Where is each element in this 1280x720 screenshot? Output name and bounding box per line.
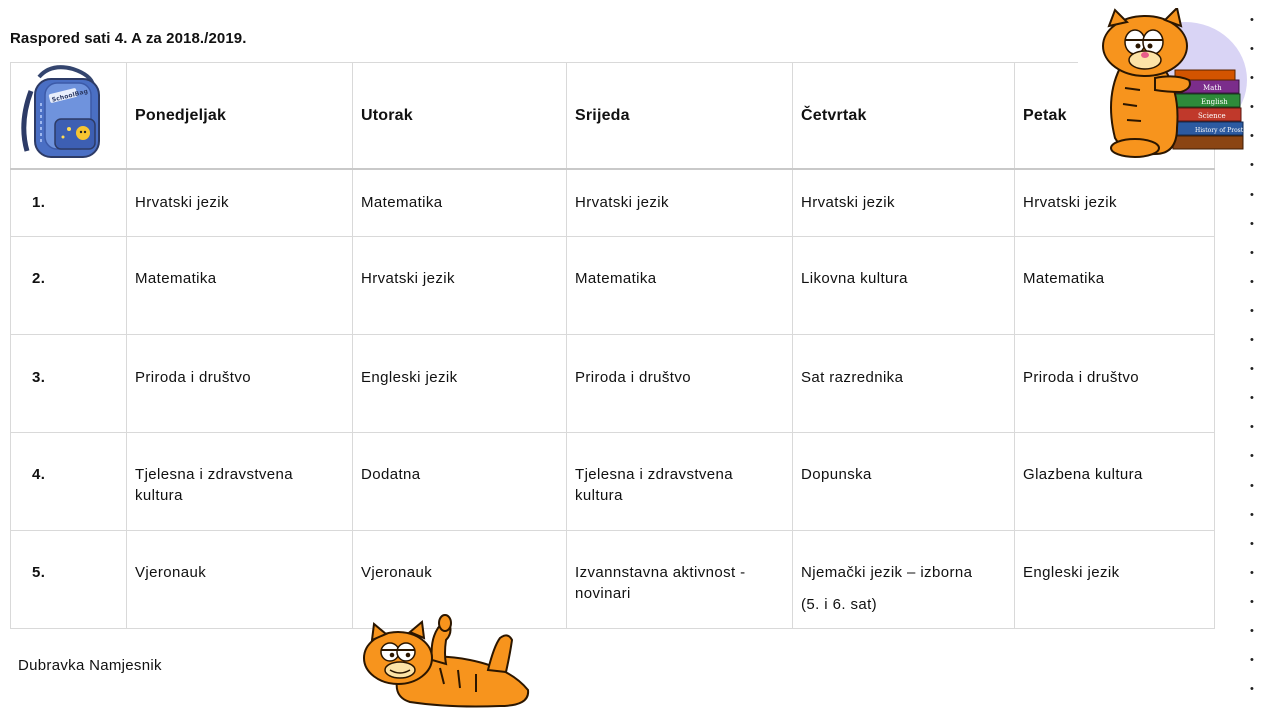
subject-cell: Hrvatski jezik	[793, 169, 1015, 237]
table-row	[11, 531, 1215, 629]
subject-cell: Hrvatski jezik	[1015, 169, 1215, 237]
subject-cell: Priroda i društvo	[567, 335, 793, 433]
subject-cell: Matematika	[567, 237, 793, 335]
subject-cell: Tjelesna i zdravstvena kultura	[567, 433, 793, 531]
subject-cell: Dopunska	[793, 433, 1015, 531]
svg-text:English: English	[1201, 98, 1228, 106]
bullet-glyph: •	[1250, 450, 1254, 463]
subject-cell: Vjeronauk	[353, 531, 567, 629]
bullet-glyph: •	[1250, 654, 1254, 667]
bullet-glyph: •	[1250, 392, 1254, 405]
subject-cell: Izvannstavna aktivnost - novinari	[567, 531, 793, 629]
bullet-glyph: •	[1250, 130, 1254, 143]
day-header: Četvrtak	[793, 63, 1015, 170]
bullet-glyph: •	[1250, 508, 1254, 521]
subject-cell: Matematika	[127, 237, 353, 335]
bullet-glyph: •	[1250, 479, 1254, 492]
bullet-glyph: •	[1250, 566, 1254, 579]
bullet-glyph: •	[1250, 14, 1254, 26]
bullet-glyph: •	[1250, 72, 1254, 85]
subject-cell: Hrvatski jezik	[353, 237, 567, 335]
day-header: Utorak	[353, 63, 567, 170]
svg-text:History of Prost: History of Prost	[1195, 127, 1244, 134]
svg-text:SchoolBag: SchoolBag	[51, 87, 89, 104]
table-row	[11, 335, 1215, 433]
subject-cell: Engleski jezik	[1015, 531, 1215, 629]
subject-cell: Sat razrednika	[793, 335, 1015, 433]
period-number: 2.	[11, 237, 127, 335]
day-header: Ponedjeljak	[127, 63, 353, 170]
bullet-glyph: •	[1250, 595, 1254, 608]
subject-cell: Priroda i društvo	[1015, 335, 1215, 433]
bullet-column	[1250, 14, 1264, 712]
bullet-glyph: •	[1250, 683, 1254, 696]
bullet-glyph: •	[1250, 275, 1254, 288]
table-row	[11, 169, 1215, 237]
svg-text:Math: Math	[1203, 84, 1222, 92]
period-number: 5.	[11, 531, 127, 629]
subject-cell: Tjelesna i zdravstvena kultura	[127, 433, 353, 531]
bullet-glyph: •	[1250, 334, 1254, 347]
subject-cell: Likovna kultura	[793, 237, 1015, 335]
subject-cell: Dodatna	[353, 433, 567, 531]
bullet-glyph: •	[1250, 188, 1254, 201]
subject-cell: Matematika	[1015, 237, 1215, 335]
table-row	[11, 237, 1215, 335]
bullet-glyph: •	[1250, 159, 1254, 172]
timetable	[10, 62, 1215, 629]
bullet-glyph: •	[1250, 537, 1254, 550]
bullet-glyph: •	[1250, 217, 1254, 230]
backpack-icon	[11, 63, 123, 163]
table-row	[11, 433, 1215, 531]
subject-cell: Njemački jezik – izborna (5. i 6. sat)	[793, 531, 1015, 629]
day-header: Srijeda	[567, 63, 793, 170]
bullet-glyph: •	[1250, 421, 1254, 434]
bullet-glyph: •	[1250, 101, 1254, 114]
bullet-glyph: •	[1250, 624, 1254, 637]
bullet-glyph: •	[1250, 304, 1254, 317]
subject-cell: Hrvatski jezik	[127, 169, 353, 237]
subject-cell: Hrvatski jezik	[567, 169, 793, 237]
subject-cell: Matematika	[353, 169, 567, 237]
period-number: 1.	[11, 169, 127, 237]
subject-cell: Glazbena kultura	[1015, 433, 1215, 531]
author-name: Dubravka Namjesnik	[18, 657, 162, 674]
bullet-glyph: •	[1250, 43, 1254, 56]
page-title: Raspored sati 4. A za 2018./2019.	[10, 30, 247, 47]
subject-cell: Vjeronauk	[127, 531, 353, 629]
garfield-with-books-image	[1085, 8, 1250, 160]
bullet-glyph: •	[1250, 246, 1254, 259]
header-row	[11, 63, 1215, 170]
period-number: 4.	[11, 433, 127, 531]
garfield-lying-image	[360, 610, 540, 710]
bullet-glyph: •	[1250, 363, 1254, 376]
day-header: Petak	[1015, 63, 1215, 170]
period-number: 3.	[11, 335, 127, 433]
subject-note: (5. i 6. sat)	[801, 596, 878, 613]
subject-cell: Priroda i društvo	[127, 335, 353, 433]
subject-cell: Engleski jezik	[353, 335, 567, 433]
backpack-cell	[11, 63, 127, 170]
svg-text:Science: Science	[1198, 112, 1226, 120]
